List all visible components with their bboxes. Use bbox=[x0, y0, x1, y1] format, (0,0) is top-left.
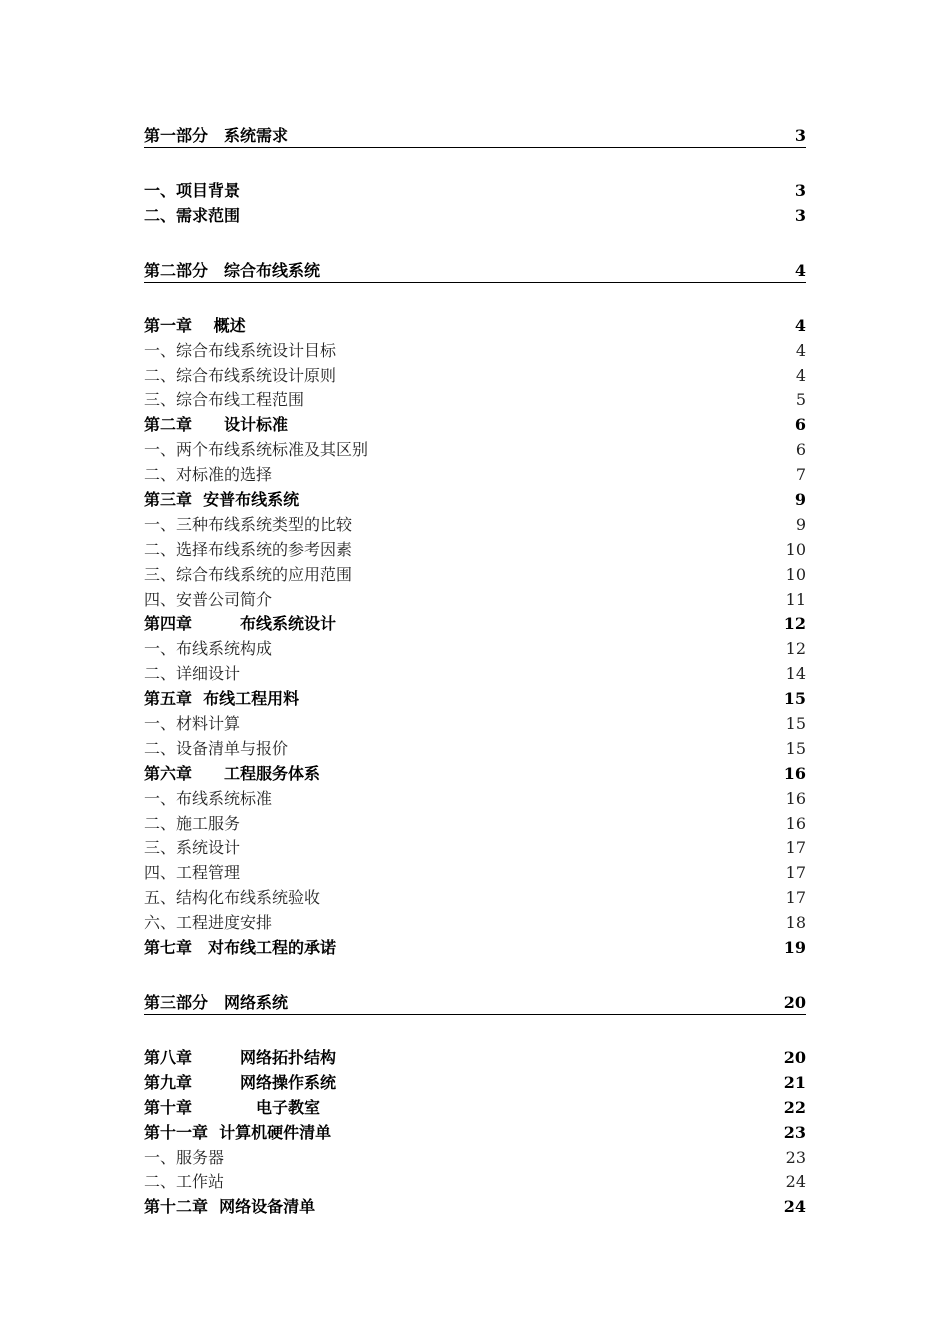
toc-entry-page: 4 bbox=[794, 315, 806, 335]
toc-entry-page: 10 bbox=[785, 564, 806, 584]
toc-entry-page: 20 bbox=[783, 992, 806, 1012]
toc-entry[interactable] bbox=[144, 836, 806, 861]
toc-entry-page: 17 bbox=[785, 888, 806, 908]
toc-entry-label: 三、系统设计 bbox=[144, 838, 241, 858]
toc-entry-page: 11 bbox=[785, 589, 806, 609]
toc-entry-page: 15 bbox=[783, 689, 806, 709]
toc-chapter-entry[interactable] bbox=[144, 1046, 806, 1071]
toc-entry-page: 6 bbox=[794, 415, 806, 435]
toc-entry-label: 三、综合布线系统的应用范围 bbox=[144, 564, 353, 584]
toc-entry-page: 7 bbox=[795, 465, 806, 485]
toc-entry[interactable] bbox=[144, 513, 806, 538]
toc-entry-page: 21 bbox=[783, 1072, 806, 1092]
toc-entry-label: 第一章 概述 bbox=[144, 315, 246, 335]
toc-entry-page: 24 bbox=[783, 1197, 806, 1217]
toc-entry[interactable] bbox=[144, 886, 806, 911]
toc-entry[interactable] bbox=[144, 1170, 806, 1195]
toc-chapter-entry[interactable] bbox=[144, 413, 806, 438]
toc-entry[interactable] bbox=[144, 463, 806, 488]
toc-entry-label: 第十二章 网络设备清单 bbox=[144, 1197, 316, 1217]
toc-entry-label: 第九章 网络操作系统 bbox=[144, 1072, 337, 1092]
toc-chapter-entry[interactable] bbox=[144, 762, 806, 787]
toc-entry-page: 23 bbox=[783, 1122, 806, 1142]
toc-entry-label: 第二章 设计标准 bbox=[144, 415, 289, 435]
toc-entry-page: 10 bbox=[785, 539, 806, 559]
toc-chapter-entry[interactable] bbox=[144, 314, 806, 339]
toc-entry[interactable] bbox=[144, 364, 806, 389]
toc-entry-label: 二、工作站 bbox=[144, 1172, 225, 1192]
toc-entry-label: 三、综合布线工程范围 bbox=[144, 390, 305, 410]
toc-entry-label: 二、综合布线系统设计原则 bbox=[144, 365, 337, 385]
toc-part-heading[interactable] bbox=[144, 992, 806, 1015]
toc-part-heading[interactable] bbox=[144, 260, 806, 283]
toc-entry-label: 第三章 安普布线系统 bbox=[144, 490, 300, 510]
toc-chapter-entry[interactable] bbox=[144, 1096, 806, 1121]
toc-entry-label: 第七章 对布线工程的承诺 bbox=[144, 938, 337, 958]
toc-entry-page: 16 bbox=[785, 788, 806, 808]
toc-entry-label: 第十一章 计算机硬件清单 bbox=[144, 1122, 332, 1142]
toc-entry-page: 24 bbox=[785, 1172, 806, 1192]
toc-section-part1 bbox=[144, 179, 806, 229]
toc-chapter-entry[interactable] bbox=[144, 1121, 806, 1146]
toc-entry[interactable] bbox=[144, 1146, 806, 1171]
toc-entry-page: 22 bbox=[783, 1097, 806, 1117]
toc-entry-label: 第三部分 网络系统 bbox=[144, 992, 289, 1012]
toc-entry[interactable] bbox=[144, 787, 806, 812]
toc-entry[interactable] bbox=[144, 563, 806, 588]
toc-entry[interactable] bbox=[144, 662, 806, 687]
toc-entry-page: 6 bbox=[795, 440, 806, 460]
toc-entry-label: 二、详细设计 bbox=[144, 664, 241, 684]
toc-chapter-entry[interactable] bbox=[144, 1071, 806, 1096]
toc-entry-page: 4 bbox=[795, 340, 806, 360]
toc-entry[interactable] bbox=[144, 588, 806, 613]
toc-entry-page: 3 bbox=[794, 126, 806, 145]
toc-entry[interactable] bbox=[144, 637, 806, 662]
toc-entry[interactable] bbox=[144, 388, 806, 413]
toc-entry-label: 第二部分 综合布线系统 bbox=[144, 260, 321, 280]
toc-section-part2 bbox=[144, 314, 806, 961]
toc-entry-page: 9 bbox=[795, 514, 806, 534]
toc-entry-label: 四、工程管理 bbox=[144, 863, 241, 883]
spacer bbox=[144, 148, 806, 179]
toc-entry-page: 16 bbox=[785, 813, 806, 833]
toc-entry-page: 9 bbox=[794, 490, 806, 510]
toc-entry-page: 17 bbox=[785, 838, 806, 858]
toc-part-heading[interactable] bbox=[144, 125, 806, 148]
toc-entry-label: 二、施工服务 bbox=[144, 813, 241, 833]
toc-chapter-entry[interactable] bbox=[144, 488, 806, 513]
toc-entry-label: 一、布线系统标准 bbox=[144, 788, 273, 808]
toc-entry-page: 23 bbox=[785, 1147, 806, 1167]
toc-entry-page: 16 bbox=[783, 763, 806, 783]
toc-entry-page: 14 bbox=[785, 664, 806, 684]
toc-entry-label: 第五章 布线工程用料 bbox=[144, 689, 300, 709]
toc-entry-page: 4 bbox=[794, 260, 806, 280]
toc-entry[interactable] bbox=[144, 179, 806, 204]
toc-entry-label: 一、布线系统构成 bbox=[144, 639, 273, 659]
toc-entry-label: 一、材料计算 bbox=[144, 714, 241, 734]
toc-entry[interactable] bbox=[144, 712, 806, 737]
toc-entry-page: 15 bbox=[785, 738, 806, 758]
toc-entry-page: 20 bbox=[783, 1047, 806, 1067]
toc-entry[interactable] bbox=[144, 538, 806, 563]
toc-entry[interactable] bbox=[144, 812, 806, 837]
toc-entry-page: 4 bbox=[795, 365, 806, 385]
spacer bbox=[144, 229, 806, 260]
toc-section-part3 bbox=[144, 1046, 806, 1220]
toc-entry-page: 15 bbox=[785, 714, 806, 734]
toc-chapter-entry[interactable] bbox=[144, 687, 806, 712]
toc-entry-page: 17 bbox=[785, 863, 806, 883]
toc-entry-label: 一、两个布线系统标准及其区别 bbox=[144, 440, 369, 460]
toc-entry-label: 一、项目背景 bbox=[144, 181, 241, 200]
toc-entry-label: 二、设备清单与报价 bbox=[144, 738, 289, 758]
toc-entry-label: 四、安普公司简介 bbox=[144, 589, 273, 609]
toc-entry[interactable] bbox=[144, 204, 806, 229]
spacer bbox=[144, 961, 806, 992]
toc-entry[interactable] bbox=[144, 911, 806, 936]
toc-chapter-entry[interactable] bbox=[144, 1195, 806, 1220]
toc-entry-page: 3 bbox=[794, 205, 806, 225]
toc-entry-label: 二、需求范围 bbox=[144, 205, 241, 225]
toc-entry-label: 第四章 布线系统设计 bbox=[144, 614, 337, 634]
toc-entry-label: 第八章 网络拓扑结构 bbox=[144, 1047, 337, 1067]
toc-entry-page: 3 bbox=[794, 181, 806, 200]
toc-entry-label: 一、服务器 bbox=[144, 1147, 225, 1167]
toc-chapter-entry[interactable] bbox=[144, 612, 806, 637]
toc-entry-label: 一、三种布线系统类型的比较 bbox=[144, 514, 353, 534]
toc-entry-page: 5 bbox=[795, 390, 806, 410]
toc-entry-label: 一、综合布线系统设计目标 bbox=[144, 340, 337, 360]
toc-entry-label: 第十章 电子教室 bbox=[144, 1097, 321, 1117]
table-of-contents bbox=[144, 125, 806, 1220]
toc-entry[interactable] bbox=[144, 737, 806, 762]
toc-entry-page: 19 bbox=[783, 938, 806, 958]
toc-entry-page: 12 bbox=[783, 614, 806, 634]
toc-entry-label: 五、结构化布线系统验收 bbox=[144, 888, 321, 908]
spacer bbox=[144, 1015, 806, 1046]
toc-entry-label: 二、对标准的选择 bbox=[144, 465, 273, 485]
toc-entry-label: 六、工程进度安排 bbox=[144, 913, 273, 933]
toc-chapter-entry[interactable] bbox=[144, 936, 806, 961]
toc-entry-page: 18 bbox=[785, 913, 806, 933]
toc-entry[interactable] bbox=[144, 861, 806, 886]
toc-entry-label: 第六章 工程服务体系 bbox=[144, 763, 321, 783]
toc-entry-label: 第一部分 系统需求 bbox=[144, 126, 289, 145]
toc-entry[interactable] bbox=[144, 339, 806, 364]
spacer bbox=[144, 283, 806, 314]
toc-entry-page: 12 bbox=[785, 639, 806, 659]
toc-entry[interactable] bbox=[144, 438, 806, 463]
toc-entry-label: 二、选择布线系统的参考因素 bbox=[144, 539, 353, 559]
